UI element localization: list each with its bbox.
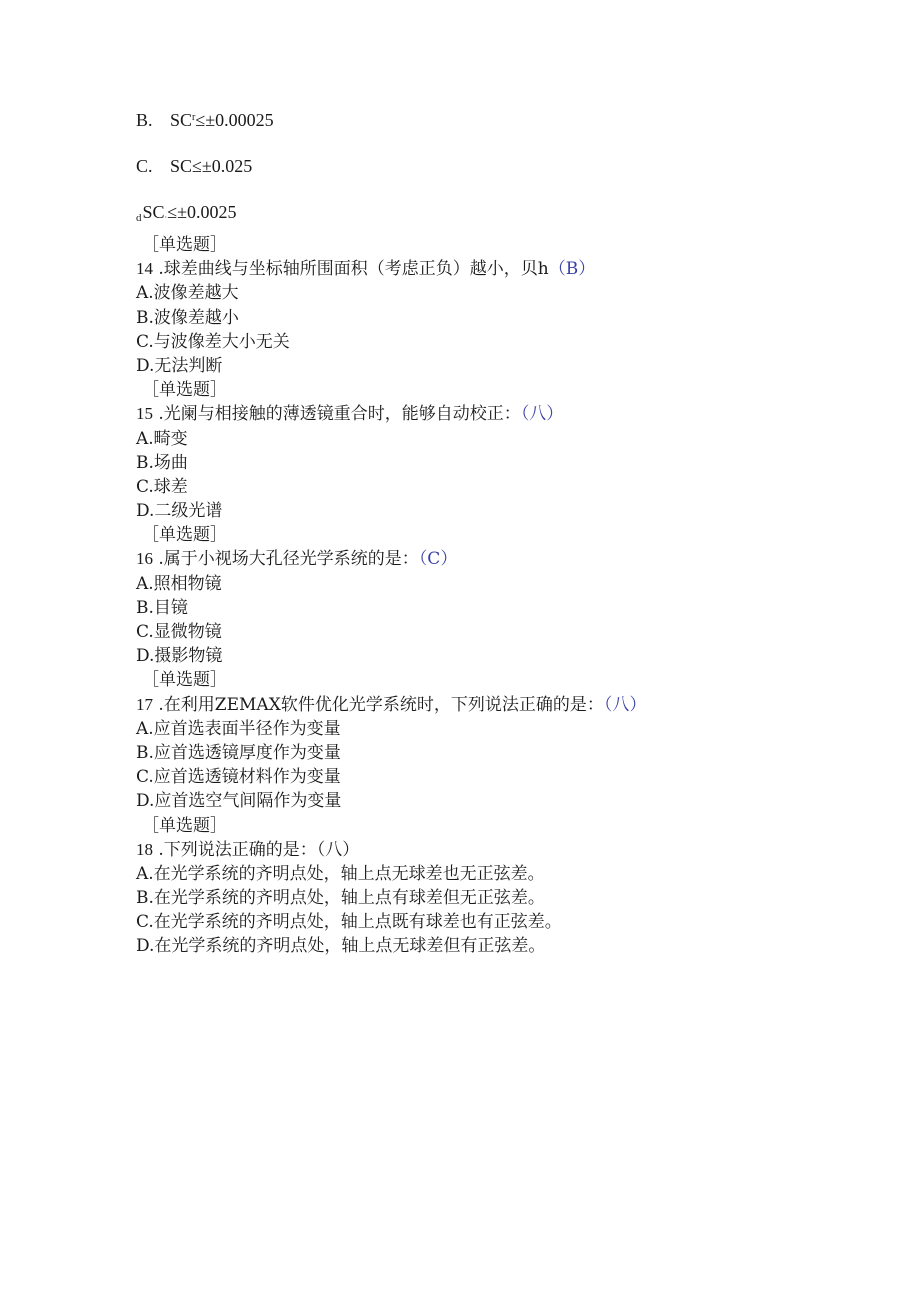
option-d: D.在光学系统的齐明点处，轴上点无球差但有正弦差。 bbox=[136, 936, 546, 957]
question-answer: （B） bbox=[548, 259, 596, 280]
option-c: C.应首选透镜材料作为变量 bbox=[136, 767, 341, 788]
option-c: C.球差 bbox=[136, 476, 188, 497]
option-a: A.照相物镜 bbox=[136, 573, 222, 594]
question-number: 18 bbox=[136, 839, 153, 859]
question-answer: （八） bbox=[520, 404, 564, 425]
option-a: A.波像差越大 bbox=[136, 283, 239, 304]
question-number: 16 bbox=[136, 549, 153, 569]
option-superscript: r bbox=[192, 112, 196, 123]
option-d: D.二级光谱 bbox=[136, 501, 223, 522]
question-14 bbox=[136, 233, 876, 378]
question-stem bbox=[136, 547, 876, 571]
question-number: 17 bbox=[136, 694, 153, 714]
question-stem bbox=[136, 257, 876, 281]
option-c: C.在光学系统的齐明点处，轴上点既有球差也有正弦差。 bbox=[136, 912, 562, 933]
option-d: D.无法判断 bbox=[136, 355, 223, 376]
option-b: B.波像差越小 bbox=[136, 307, 239, 328]
question-stem bbox=[136, 693, 876, 717]
option-a: A.在光学系统的齐明点处，轴上点无球差也无正弦差。 bbox=[136, 863, 545, 884]
question-number: 15 bbox=[136, 404, 153, 424]
option-b: B.场曲 bbox=[136, 452, 188, 473]
question-18 bbox=[136, 814, 876, 959]
question-number: 14 bbox=[136, 259, 153, 279]
question-15 bbox=[136, 378, 876, 523]
option-text-post: ≤±0.00025 bbox=[195, 110, 274, 130]
question-type-tag: ［单选题］ bbox=[142, 670, 227, 691]
option-b: B.应首选透镜厚度作为变量 bbox=[136, 742, 341, 763]
question-type-tag: ［单选题］ bbox=[142, 525, 227, 546]
option-text-pre: SC bbox=[142, 202, 165, 222]
option-b: B.在光学系统的齐明点处，轴上点有球差但无正弦差。 bbox=[136, 888, 545, 909]
question-text: .球差曲线与坐标轴所围面积（考虑正负）越小，贝h bbox=[153, 259, 549, 280]
option-letter: C. bbox=[136, 156, 153, 176]
prev-option-c bbox=[136, 156, 252, 177]
option-a: A.应首选表面半径作为变量 bbox=[136, 718, 341, 739]
option-c: C.与波像差大小无关 bbox=[136, 331, 290, 352]
option-prefix: d bbox=[136, 212, 142, 224]
question-16 bbox=[136, 523, 876, 668]
question-text: .在利用ZEMAX软件优化光学系统时，下列说法正确的是： bbox=[153, 694, 604, 715]
question-stem bbox=[136, 402, 876, 426]
option-b: B.目镜 bbox=[136, 597, 188, 618]
option-text: SC≤±0.025 bbox=[170, 156, 253, 176]
option-a: A.畸变 bbox=[136, 428, 188, 449]
option-subscript: · bbox=[164, 213, 168, 222]
option-d: D.应首选空气间隔作为变量 bbox=[136, 791, 342, 812]
question-stem bbox=[136, 838, 876, 862]
question-list bbox=[136, 233, 876, 959]
question-type-tag: ［单选题］ bbox=[142, 380, 227, 401]
question-text: .光阑与相接触的薄透镜重合时，能够自动校正： bbox=[153, 404, 521, 425]
prev-option-d bbox=[136, 202, 236, 224]
question-type-tag: ［单选题］ bbox=[142, 815, 227, 836]
option-text-pre: SC bbox=[170, 110, 193, 130]
question-text: .属于小视场大孔径光学系统的是： bbox=[153, 549, 419, 570]
option-d: D.摄影物镜 bbox=[136, 646, 223, 667]
question-answer: （八） bbox=[603, 694, 647, 715]
prev-option-b bbox=[136, 110, 274, 131]
option-letter: B. bbox=[136, 110, 153, 130]
question-17 bbox=[136, 668, 876, 813]
question-text: .下列说法正确的是：（八） bbox=[153, 839, 360, 860]
question-type-tag: ［单选题］ bbox=[142, 235, 227, 255]
option-text-post: ≤±0.0025 bbox=[167, 202, 237, 222]
option-c: C.显微物镜 bbox=[136, 622, 222, 642]
question-answer: （C） bbox=[418, 549, 458, 570]
